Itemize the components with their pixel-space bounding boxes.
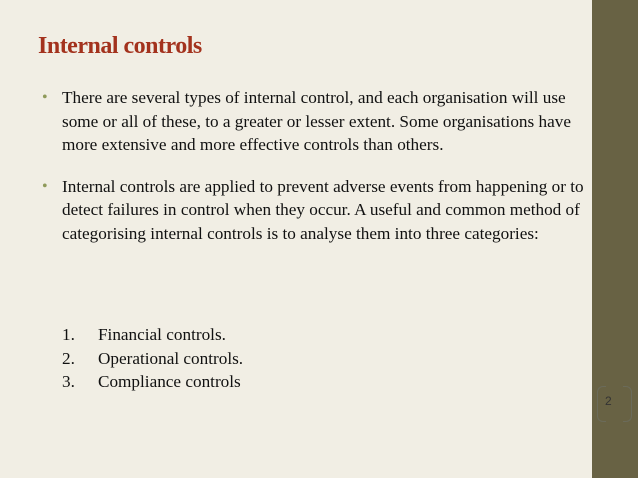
bullet-item (40, 175, 585, 246)
page-number: 2 (605, 394, 612, 408)
numbered-list (62, 323, 243, 394)
bullet-item (40, 86, 585, 157)
item-number: 1. (62, 325, 75, 344)
item-text: Operational controls. (98, 348, 244, 368)
bullet-text: There are several types of internal control, and each organisation will use some or all of these, to a greater or lesser extent. Some organisations have more extensive and more effective controls than others. (62, 88, 571, 154)
bullet-text: Internal controls are applied to prevent adverse events from happening or to detect failures in control when they occur. A useful and common method of categorising internal controls is to analyse them into three categories: (62, 176, 584, 243)
bullet-dot-icon: • (42, 177, 48, 195)
item-text: Financial controls. (98, 325, 226, 344)
numbered-item (62, 347, 243, 371)
item-number: 2. (62, 348, 75, 368)
bullet-dot-icon: • (42, 89, 48, 106)
slide-title: Internal controls (38, 33, 202, 59)
numbered-item (62, 323, 243, 347)
item-text: Compliance controls (98, 372, 241, 391)
numbered-item (62, 370, 243, 394)
page-number-right-brace (623, 386, 632, 422)
bullet-list (40, 86, 585, 245)
item-number: 3. (62, 372, 75, 391)
